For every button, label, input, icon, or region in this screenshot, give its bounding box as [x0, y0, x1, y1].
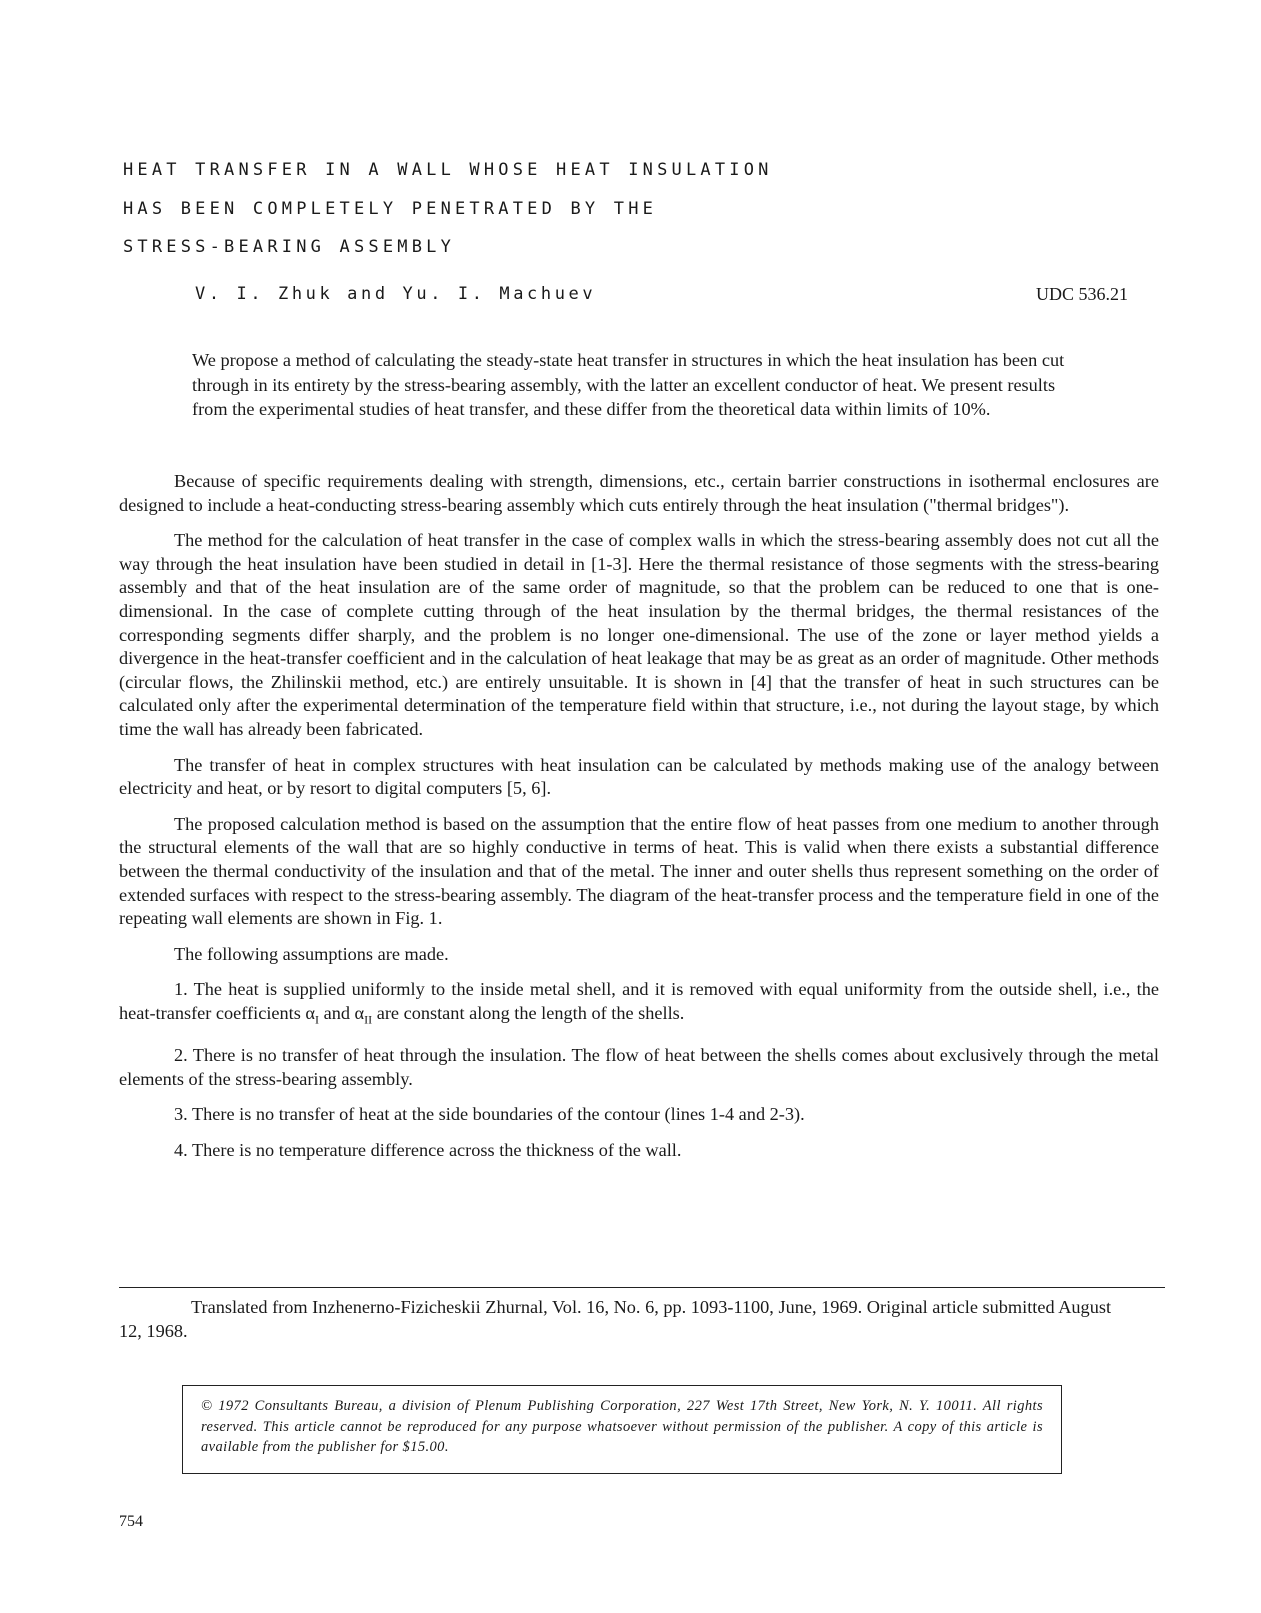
article-title-line-3: STRESS-BEARING ASSEMBLY	[123, 237, 456, 257]
copyright-box	[182, 1385, 1062, 1474]
subscript: II	[364, 1012, 373, 1027]
subscript: I	[315, 1012, 320, 1027]
udc-code: UDC 536.21	[1036, 284, 1129, 304]
assumption-item-3: 3. There is no transfer of heat at the side boundaries of the contour (lines 1-4 and 2-3).	[174, 1104, 805, 1125]
footnote-divider	[119, 1287, 1165, 1288]
assumption-item-2: 2. There is no transfer of heat through the insulation. The flow of heat between the shells comes about exclusively through the metal elements of the stress-bearing assembly.	[119, 1045, 1159, 1089]
paragraph: The following assumptions are made.	[174, 943, 449, 964]
authors: V. I. Zhuk and Yu. I. Machuev	[195, 284, 597, 304]
paragraph: The transfer of heat in complex structures with heat insulation can be calculated by methods making use of the analogy between electricity and heat, or by resort to digital computers [5, 6].	[119, 754, 1159, 799]
assumption-item-4: 4. There is no temperature difference across the thickness of the wall.	[174, 1139, 682, 1160]
paragraph: The proposed calculation method is based on the assumption that the entire flow of heat passes from one medium to another through the structural elements of the wall that are so highly conductive in terms of heat. This is valid when there exists a substantial difference between the thermal conductivity of the insulation and that of the metal. The inner and outer shells thus represent something on the order of extended surfaces with respect to the stress-bearing assembly. The diagram of the heat-transfer process and the temperature field in one of the repeating wall elements are shown in Fig. 1.	[119, 813, 1159, 929]
article-title-line-2: HAS BEEN COMPLETELY PENETRATED BY THE	[123, 199, 658, 219]
translation-footnote	[119, 1295, 1119, 1343]
footnote-text: Translated from Inzhenerno-Fizicheskii Zhurnal, Vol. 16, No. 6, pp. 1093-1100, June, 1969. Original article submitted August 12, 1968.	[119, 1297, 1112, 1341]
paragraph: The method for the calculation of heat transfer in the case of complex walls in which the stress-bearing assembly does not cut all the way through the heat insulation have been studied in detail in [1-3]. Here the thermal resistance of those segments with the stress-bearing assembly and that of the heat insulation are of the same order of magnitude, so that the problem can be reduced to one that is one-dimensional. In the case of complete cutting through of the heat insulation by the thermal bridges, the thermal resistances of the corresponding segments differ sharply, and the problem is no longer one-dimensional. The use of the zone or layer method yields a divergence in the heat-transfer coefficient and in the calculation of heat leakage that may be as great as an order of magnitude. Other methods (circular flows, the Zhilinskii method, etc.) are entirely unsuitable. It is shown in [4] that the transfer of heat in such structures can be calculated only after the experimental determination of the temperature field within that structure, i.e., not during the layout stage, by which time the wall has already been fabricated.	[119, 530, 1159, 739]
article-title-line-1: HEAT TRANSFER IN A WALL WHOSE HEAT INSULATION	[123, 160, 773, 180]
assumption-text: 1. The heat is supplied uniformly to the inside metal shell, and it is removed with equal uniformity from the outside shell, i.e., the heat-transfer coefficients α	[119, 979, 1159, 1023]
assumption-text: and α	[319, 1002, 365, 1023]
page-number: 754	[119, 1513, 143, 1530]
abstract: We propose a method of calculating the steady-state heat transfer in structures in which the heat insulation has been cut through in its entirety by the stress-bearing assembly, with the latter an excellent conductor of heat. We present results from the experimental studies of heat transfer, and these differ from the theoretical data within limits of 10%.	[192, 350, 1065, 419]
body-text	[119, 470, 1159, 1175]
copyright-text: © 1972 Consultants Bureau, a division of Plenum Publishing Corporation, 227 West 17th Street, New York, N. Y. 10011. All rights reserved. This article cannot be reproduced for any purpose whatsoever without permission of the publisher. A copy of this article is available from the publisher for $15.00.	[201, 1398, 1043, 1455]
assumption-text: are constant along the length of the shells.	[372, 1002, 685, 1023]
paragraph: Because of specific requirements dealing with strength, dimensions, etc., certain barrier constructions in isothermal enclosures are designed to include a heat-conducting stress-bearing assembly which cuts entirely through the heat insulation ("thermal bridges").	[119, 471, 1159, 515]
assumption-item-1	[119, 978, 1159, 1032]
